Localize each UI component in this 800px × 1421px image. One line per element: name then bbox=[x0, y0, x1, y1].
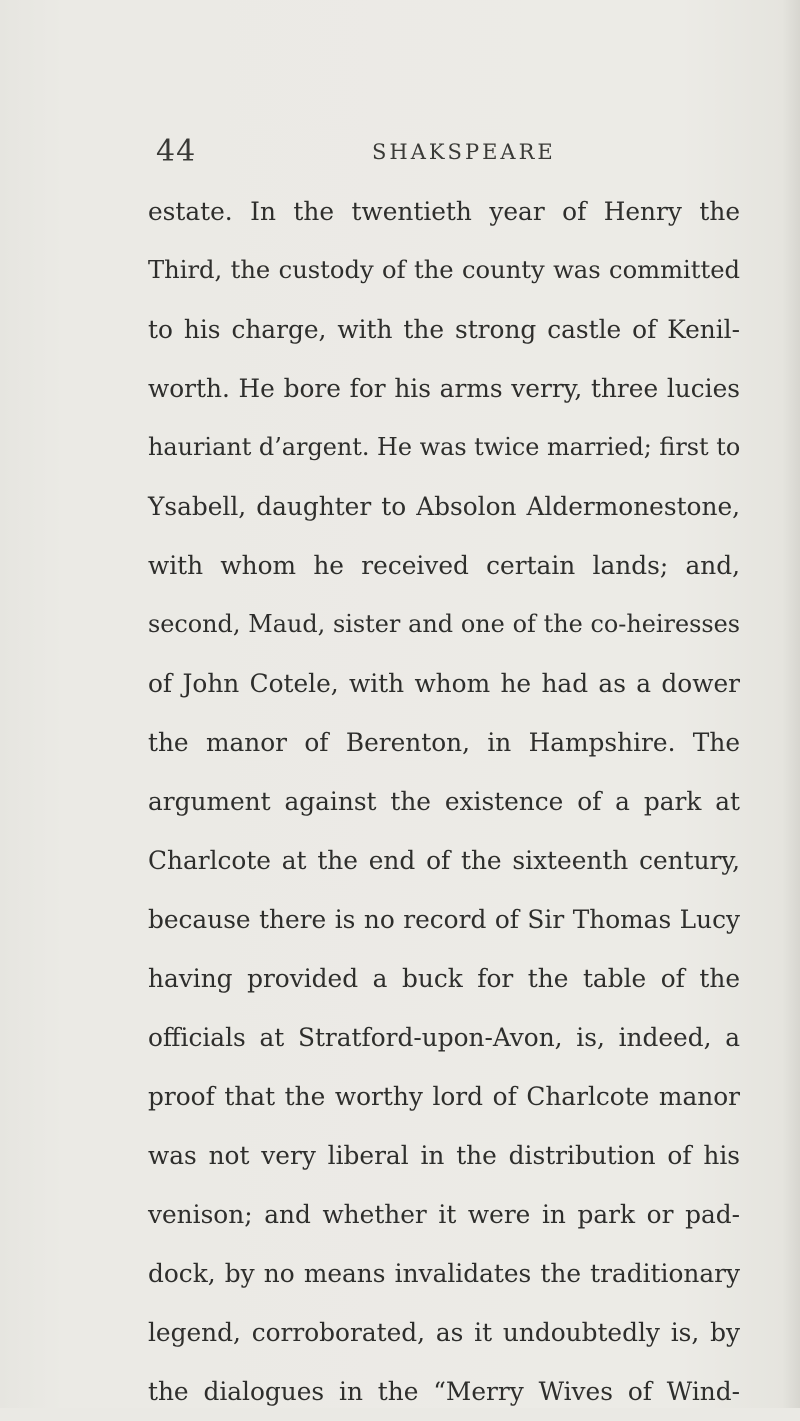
text-line: having provided a buck for the table of the bbox=[148, 964, 740, 993]
page-header bbox=[148, 134, 738, 174]
text-line: the dialogues in the “Merry Wives of Wind- bbox=[148, 1377, 740, 1406]
text-line: was not very liberal in the distribution of his bbox=[148, 1141, 740, 1170]
text-line: Ysabell, daughter to Absolon Aldermonestone, bbox=[148, 492, 740, 521]
text-line: Charlcote at the end of the sixteenth century, bbox=[148, 846, 740, 875]
text-line: officials at Stratford-upon-Avon, is, indeed, a bbox=[148, 1023, 740, 1052]
text-line: legend, corroborated, as it undoubtedly is, by bbox=[148, 1318, 740, 1347]
text-line: argument against the existence of a park at bbox=[148, 787, 740, 816]
text-line: proof that the worthy lord of Charlcote manor bbox=[148, 1082, 740, 1111]
text-line: because there is no record of Sir Thomas Lucy bbox=[148, 905, 740, 934]
text-line: to his charge, with the strong castle of Kenil- bbox=[148, 315, 740, 344]
text-line: dock, by no means invalidates the traditionary bbox=[148, 1259, 740, 1288]
text-line: the manor of Berenton, in Hampshire. The bbox=[148, 728, 740, 757]
body-text bbox=[148, 182, 740, 1421]
text-line: second, Maud, sister and one of the co-heiresses bbox=[148, 610, 740, 638]
page-edge-shadow bbox=[782, 0, 800, 1408]
running-title: SHAKSPEARE bbox=[372, 140, 556, 164]
text-line: estate. In the twentieth year of Henry the bbox=[148, 197, 740, 226]
text-line: with whom he received certain lands; and, bbox=[148, 551, 740, 580]
text-line: venison; and whether it were in park or pad- bbox=[148, 1200, 740, 1229]
text-line: Third, the custody of the county was committed bbox=[148, 256, 740, 284]
text-line: worth. He bore for his arms verry, three lucies bbox=[148, 374, 740, 403]
page-number: 44 bbox=[156, 134, 197, 169]
text-line: of John Cotele, with whom he had as a dower bbox=[148, 669, 740, 698]
text-line: hauriant d’argent. He was twice married; first to bbox=[148, 433, 741, 461]
